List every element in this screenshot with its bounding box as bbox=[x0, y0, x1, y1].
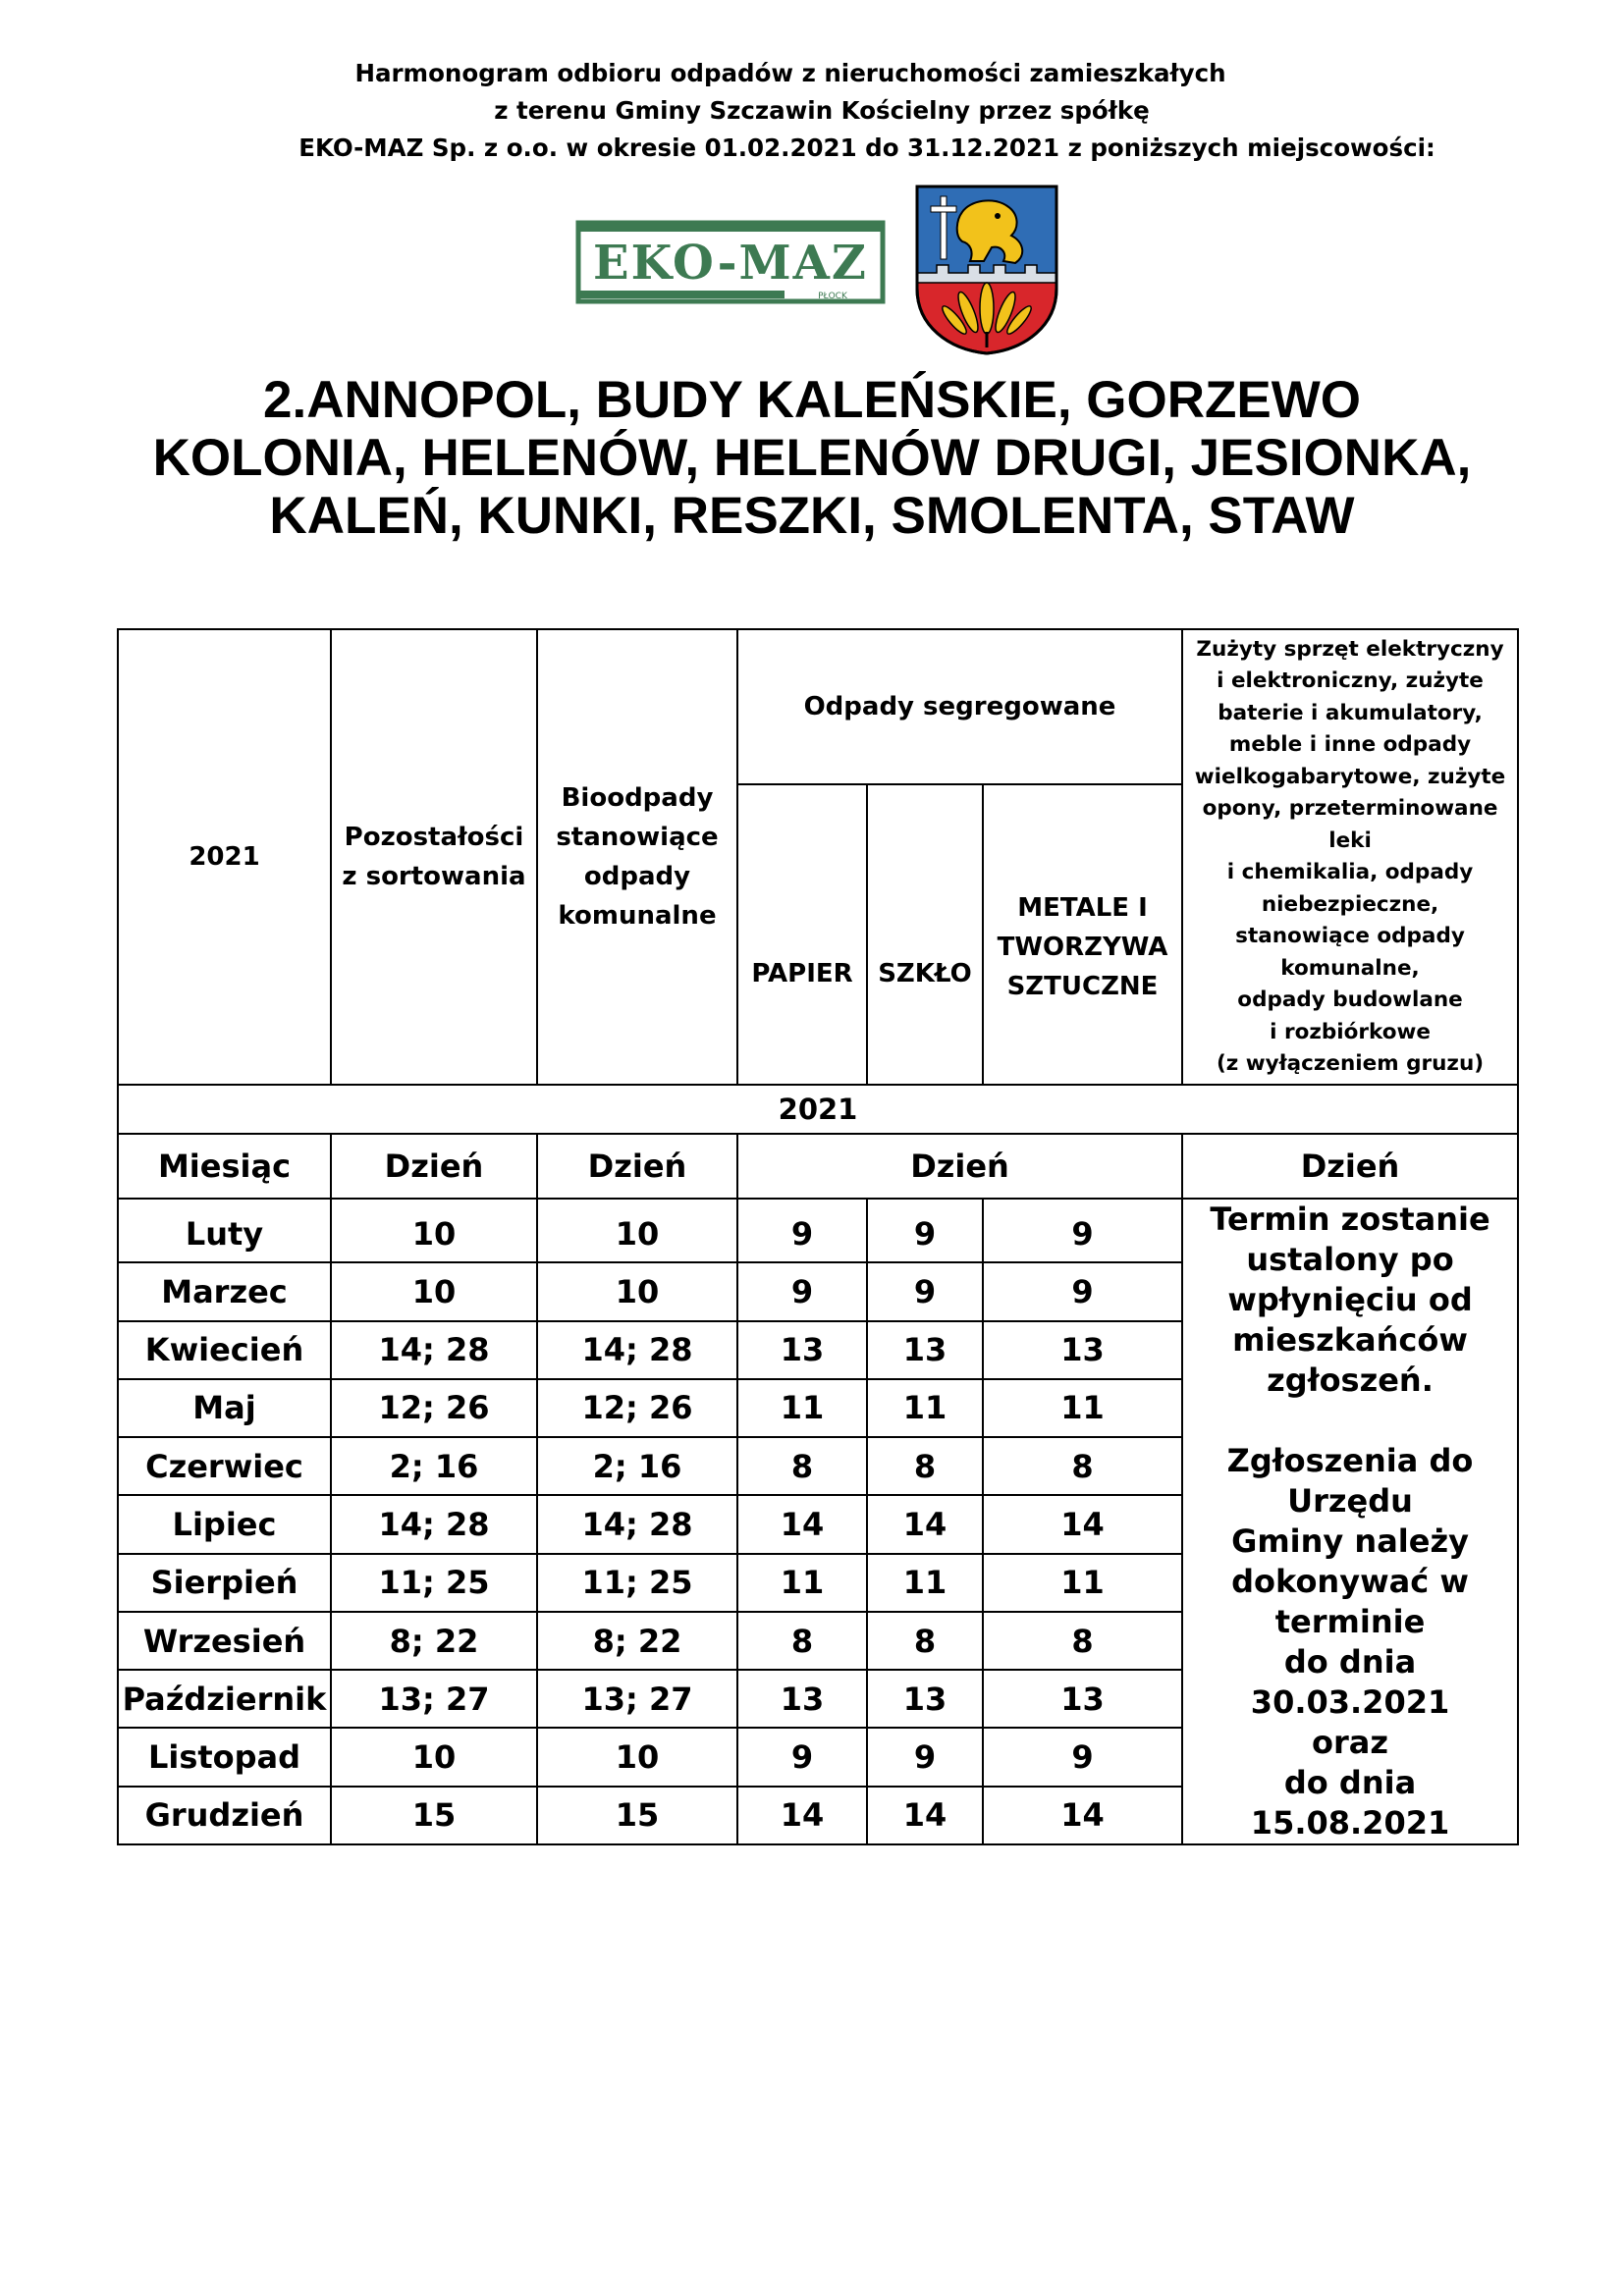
cell-metal: 13 bbox=[983, 1670, 1182, 1728]
cell-paper: 11 bbox=[737, 1554, 867, 1612]
cell-bio: 12; 26 bbox=[537, 1379, 737, 1437]
bulky-waste-note bbox=[1182, 1199, 1518, 1844]
cell-residual: 12; 26 bbox=[331, 1379, 537, 1437]
cell-residual: 15 bbox=[331, 1787, 537, 1844]
note-line: Zgłoszenia do Urzędu bbox=[1226, 1442, 1474, 1520]
residual-waste-header: Pozostałości z sortowania bbox=[331, 629, 537, 1085]
cell-bio: 10 bbox=[537, 1199, 737, 1262]
cell-month: Wrzesień bbox=[118, 1612, 331, 1670]
eko-maz-logo bbox=[575, 220, 886, 304]
cell-paper: 14 bbox=[737, 1787, 867, 1844]
note-line: ustalony po bbox=[1246, 1241, 1454, 1278]
cell-residual: 8; 22 bbox=[331, 1612, 537, 1670]
day-label-bio: Dzień bbox=[537, 1134, 737, 1199]
cell-paper: 9 bbox=[737, 1262, 867, 1320]
paper-header: PAPIER bbox=[737, 784, 867, 1085]
cell-metal: 8 bbox=[983, 1612, 1182, 1670]
intro-line-1: Harmonogram odbioru odpadów z nieruchomości zamieszkałych bbox=[354, 59, 1226, 87]
cell-residual: 2; 16 bbox=[331, 1437, 537, 1495]
title-line-1: 2.ANNOPOL, BUDY KALEŃSKIE, GORZEWO bbox=[263, 371, 1361, 429]
cell-bio: 15 bbox=[537, 1787, 737, 1844]
note-line: oraz bbox=[1312, 1724, 1388, 1761]
cell-month: Sierpień bbox=[118, 1554, 331, 1612]
glass-header: SZKŁO bbox=[867, 784, 983, 1085]
cell-month: Kwiecień bbox=[118, 1321, 331, 1379]
month-rows bbox=[118, 1199, 1518, 1844]
cell-metal: 14 bbox=[983, 1787, 1182, 1844]
cell-metal: 9 bbox=[983, 1728, 1182, 1786]
cell-bio: 11; 25 bbox=[537, 1554, 737, 1612]
cell-metal: 9 bbox=[983, 1199, 1182, 1262]
year-row: 2021 bbox=[118, 1085, 1518, 1134]
cell-bio: 2; 16 bbox=[537, 1437, 737, 1495]
cell-month: Czerwiec bbox=[118, 1437, 331, 1495]
cell-month: Marzec bbox=[118, 1262, 331, 1320]
month-label: Miesiąc bbox=[118, 1134, 331, 1199]
cell-glass: 8 bbox=[867, 1612, 983, 1670]
cell-paper: 8 bbox=[737, 1437, 867, 1495]
day-label-segregated: Dzień bbox=[737, 1134, 1182, 1199]
cell-glass: 14 bbox=[867, 1495, 983, 1553]
cell-month: Listopad bbox=[118, 1728, 331, 1786]
cell-bio: 10 bbox=[537, 1262, 737, 1320]
collection-schedule-table bbox=[117, 628, 1519, 1845]
svg-text:PŁOCK: PŁOCK bbox=[818, 292, 847, 301]
cell-residual: 10 bbox=[331, 1199, 537, 1262]
cell-metal: 11 bbox=[983, 1554, 1182, 1612]
cell-glass: 13 bbox=[867, 1321, 983, 1379]
cell-metal: 11 bbox=[983, 1379, 1182, 1437]
cell-bio: 13; 27 bbox=[537, 1670, 737, 1728]
segregated-waste-header: Odpady segregowane bbox=[737, 629, 1182, 784]
note-line: mieszkańców bbox=[1232, 1321, 1468, 1359]
cell-glass: 9 bbox=[867, 1262, 983, 1320]
intro-line-3: EKO-MAZ Sp. z o.o. w okresie 01.02.2021 do 31.12.2021 z poniższych miejscowości: bbox=[298, 133, 1435, 162]
day-label-bulky: Dzień bbox=[1182, 1134, 1518, 1199]
cell-bio: 14; 28 bbox=[537, 1495, 737, 1553]
cell-glass: 9 bbox=[867, 1728, 983, 1786]
cell-metal: 8 bbox=[983, 1437, 1182, 1495]
cell-bio: 10 bbox=[537, 1728, 737, 1786]
cell-glass: 9 bbox=[867, 1199, 983, 1262]
cell-paper: 9 bbox=[737, 1728, 867, 1786]
cell-glass: 13 bbox=[867, 1670, 983, 1728]
title-line-3: KALEŃ, KUNKI, RESZKI, SMOLENTA, STAW bbox=[269, 487, 1355, 545]
cell-glass: 11 bbox=[867, 1379, 983, 1437]
cell-paper: 13 bbox=[737, 1670, 867, 1728]
cell-residual: 10 bbox=[331, 1262, 537, 1320]
cell-paper: 9 bbox=[737, 1199, 867, 1262]
document-intro bbox=[0, 55, 1624, 167]
day-label-residual: Dzień bbox=[331, 1134, 537, 1199]
cell-metal: 14 bbox=[983, 1495, 1182, 1553]
localities-title bbox=[0, 371, 1624, 545]
cell-residual: 14; 28 bbox=[331, 1495, 537, 1553]
note-line: dokonywać w bbox=[1231, 1563, 1469, 1600]
cell-month: Maj bbox=[118, 1379, 331, 1437]
cell-paper: 14 bbox=[737, 1495, 867, 1553]
cell-bio: 8; 22 bbox=[537, 1612, 737, 1670]
cell-month: Luty bbox=[118, 1199, 331, 1262]
note-line: do dnia 15.08.2021 bbox=[1250, 1764, 1450, 1842]
cell-month: Lipiec bbox=[118, 1495, 331, 1553]
note-line: wpłynięciu od bbox=[1227, 1281, 1473, 1318]
note-line: Gminy należy bbox=[1231, 1522, 1469, 1560]
note-line: Termin zostanie bbox=[1210, 1201, 1490, 1238]
year-header: 2021 bbox=[118, 629, 331, 1085]
table-row bbox=[118, 1199, 1518, 1262]
cell-residual: 13; 27 bbox=[331, 1670, 537, 1728]
title-line-2: KOLONIA, HELENÓW, HELENÓW DRUGI, JESIONKA, bbox=[152, 429, 1472, 487]
cell-residual: 10 bbox=[331, 1728, 537, 1786]
metal-plastic-header: METALE I TWORZYWA SZTUCZNE bbox=[983, 784, 1182, 1085]
cell-bio: 14; 28 bbox=[537, 1321, 737, 1379]
bulky-waste-header: Zużyty sprzęt elektryczny i elektroniczny, zużyte baterie i akumulatory, meble i inne odpady wielkogabarytowe, zużyte opony, przeterminowane leki i chemikalia, odpady niebezpieczne, stanowiące odpady komunalne, odpady budowlane i rozbiórkowe (z wyłączeniem gruzu) bbox=[1182, 629, 1518, 1085]
cell-paper: 11 bbox=[737, 1379, 867, 1437]
cell-glass: 14 bbox=[867, 1787, 983, 1844]
cell-metal: 13 bbox=[983, 1321, 1182, 1379]
note-line: zgłoszeń. bbox=[1267, 1362, 1434, 1399]
note-line: do dnia 30.03.2021 bbox=[1250, 1643, 1450, 1721]
cell-metal: 9 bbox=[983, 1262, 1182, 1320]
cell-month: Grudzień bbox=[118, 1787, 331, 1844]
cell-paper: 13 bbox=[737, 1321, 867, 1379]
svg-text:EKO-MAZ: EKO-MAZ bbox=[593, 236, 868, 291]
cell-glass: 8 bbox=[867, 1437, 983, 1495]
note-line: terminie bbox=[1274, 1603, 1426, 1640]
cell-month: Październik bbox=[118, 1670, 331, 1728]
gmina-coat-of-arms bbox=[913, 183, 1060, 355]
cell-residual: 14; 28 bbox=[331, 1321, 537, 1379]
cell-glass: 11 bbox=[867, 1554, 983, 1612]
cell-paper: 8 bbox=[737, 1612, 867, 1670]
intro-line-2: z terenu Gminy Szczawin Kościelny przez spółkę bbox=[494, 96, 1150, 125]
cell-residual: 11; 25 bbox=[331, 1554, 537, 1612]
bio-waste-header: Bioodpady stanowiące odpady komunalne bbox=[537, 629, 737, 1085]
